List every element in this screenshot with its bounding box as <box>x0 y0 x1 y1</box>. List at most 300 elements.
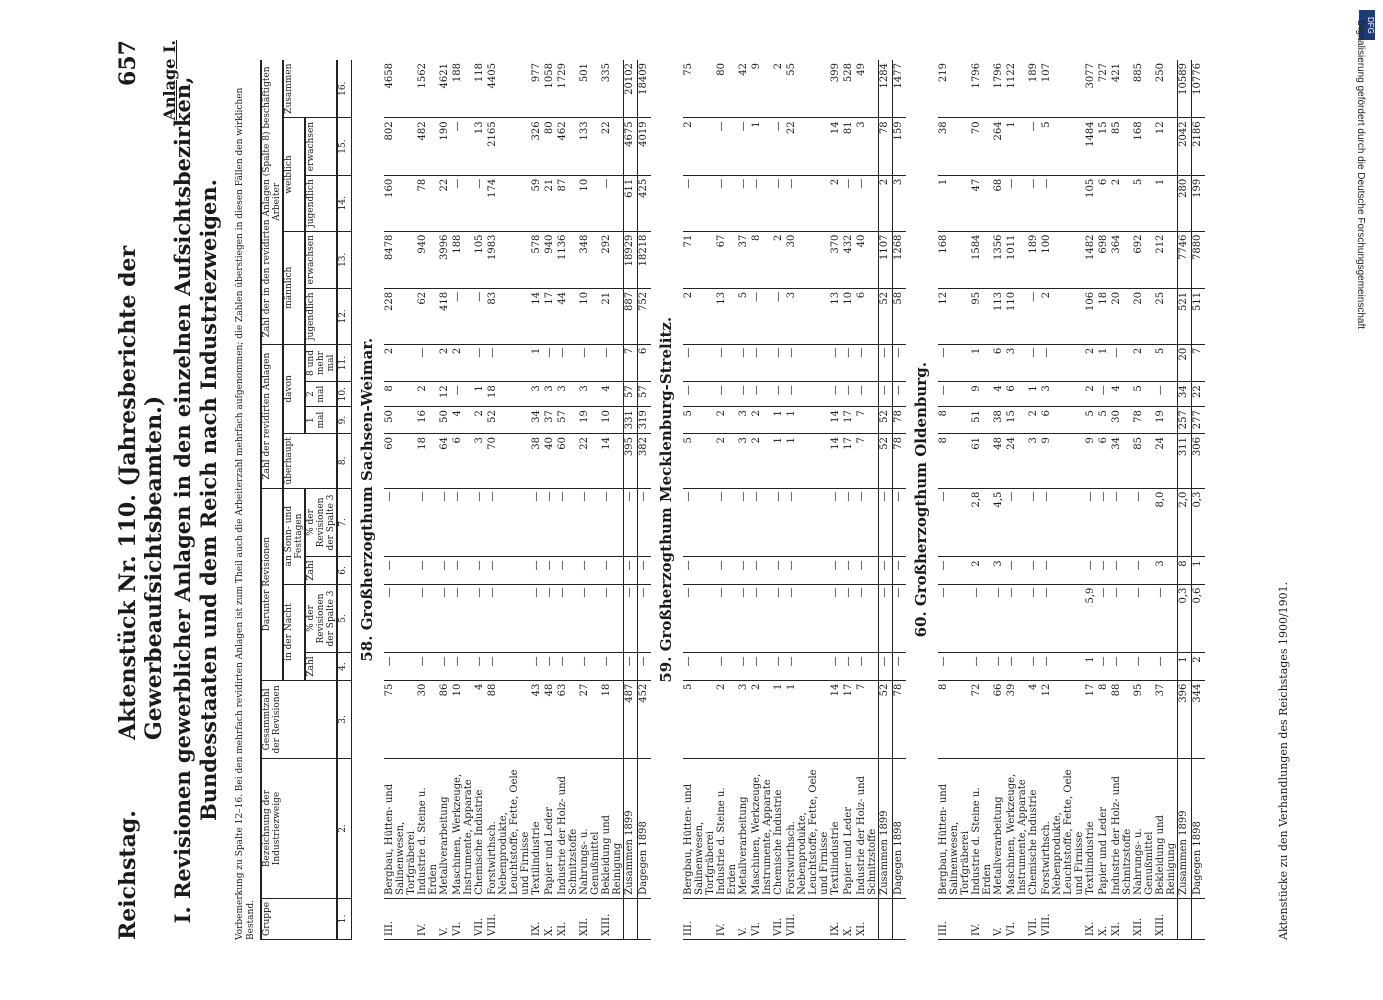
value-cell: 4405 <box>487 60 531 118</box>
value-cell: 113 <box>993 288 1006 344</box>
value-cell: — <box>579 344 601 381</box>
value-cell: 8478 <box>384 231 417 288</box>
group-cell: XIII. <box>1155 898 1178 939</box>
table-row <box>384 60 417 940</box>
col-nacht: in der Nacht <box>283 584 305 680</box>
value-cell: — <box>938 344 971 381</box>
value-cell: 3077 <box>1085 60 1098 118</box>
branch-cell: Metallverarbeitung <box>439 759 452 899</box>
value-cell: 18 <box>601 680 624 758</box>
value-cell: — <box>624 653 638 680</box>
value-cell: 50 <box>384 407 417 434</box>
value-cell: — <box>417 653 439 680</box>
value-cell: 1 <box>971 344 993 381</box>
value-cell: — <box>716 488 738 557</box>
value-cell: — <box>786 382 830 407</box>
value-cell: 78 <box>417 175 439 231</box>
branch-cell: Textilindustrie <box>830 759 843 899</box>
col-zusammen: Zusammen <box>283 60 337 118</box>
value-cell: 802 <box>384 118 417 175</box>
value-cell: 12 <box>439 382 452 407</box>
value-cell: — <box>417 584 439 653</box>
value-cell: 20102 <box>624 60 638 118</box>
value-cell: — <box>830 488 843 557</box>
group-cell: VIII. <box>1041 898 1085 939</box>
table-row <box>1006 60 1028 940</box>
value-cell: 4,5 <box>993 488 1006 557</box>
value-cell: — <box>786 653 830 680</box>
value-cell: 2 <box>830 175 843 231</box>
value-cell: 70 <box>971 118 993 175</box>
col-prozent-sonntag: % der Revisionen der Spalte 3 <box>305 488 337 557</box>
group-cell: V. <box>439 898 452 939</box>
group-cell <box>1192 898 1206 939</box>
value-cell: — <box>531 557 544 584</box>
value-cell: — <box>738 344 751 381</box>
table-row <box>1028 60 1041 940</box>
value-cell: — <box>786 175 830 231</box>
value-cell: 2 <box>751 434 773 489</box>
value-cell: 12 <box>938 288 971 344</box>
value-cell: 5,9 <box>1085 584 1098 653</box>
value-cell: — <box>487 488 531 557</box>
column-number-4: 4. <box>337 653 352 680</box>
value-cell: 3 <box>579 382 601 407</box>
value-cell: — <box>751 344 773 381</box>
value-cell: 160 <box>384 175 417 231</box>
value-cell: 399 <box>830 60 843 118</box>
value-cell: — <box>638 557 652 584</box>
value-cell: 52 <box>879 680 893 758</box>
value-cell: — <box>938 488 971 557</box>
value-cell: 578 <box>531 231 544 288</box>
value-cell: — <box>474 488 487 557</box>
value-cell: 57 <box>638 382 652 407</box>
section-heading-row <box>651 60 683 940</box>
value-cell: 1 <box>786 680 830 758</box>
value-cell: — <box>1028 653 1041 680</box>
value-cell: 521 <box>1178 288 1192 344</box>
value-cell: — <box>893 584 907 653</box>
value-cell: 1 <box>938 175 971 231</box>
value-cell: — <box>579 653 601 680</box>
value-cell: — <box>531 653 544 680</box>
value-cell: 2 <box>971 557 993 584</box>
value-cell: — <box>683 488 716 557</box>
col-zweimal: 2 mal <box>305 382 337 407</box>
table-row <box>1098 60 1111 940</box>
value-cell: — <box>751 584 773 653</box>
group-cell: VI. <box>1006 898 1028 939</box>
group-cell: III. <box>683 898 716 939</box>
value-cell: 95 <box>971 288 993 344</box>
value-cell: 306 <box>1192 434 1206 489</box>
value-cell: 2 <box>1111 175 1133 231</box>
value-cell: — <box>843 344 856 381</box>
value-cell: 1983 <box>487 231 531 288</box>
value-cell: 8 <box>938 407 971 434</box>
value-cell: — <box>1133 584 1155 653</box>
value-cell: — <box>1133 488 1155 557</box>
value-cell: — <box>1133 653 1155 680</box>
value-cell: 78 <box>893 680 907 758</box>
value-cell: 3 <box>1028 434 1041 489</box>
value-cell: 18409 <box>638 60 652 118</box>
value-cell: 501 <box>579 60 601 118</box>
value-cell: 752 <box>638 288 652 344</box>
branch-cell: Industrie d. Steine u. Erden <box>716 759 738 899</box>
value-cell: 1356 <box>993 231 1006 288</box>
table-row <box>601 60 624 940</box>
value-cell: 1 <box>1155 175 1178 231</box>
table-row <box>856 60 879 940</box>
table-row <box>474 60 487 940</box>
value-cell: 52 <box>879 434 893 489</box>
value-cell: 1 <box>751 118 773 175</box>
column-number-16: 16. <box>337 60 352 118</box>
value-cell: 19 <box>579 407 601 434</box>
value-cell: 1 <box>474 382 487 407</box>
value-cell: 3 <box>544 382 557 407</box>
value-cell: 2 <box>751 407 773 434</box>
value-cell: 85 <box>1111 118 1133 175</box>
value-cell: — <box>638 653 652 680</box>
group-cell <box>879 898 893 939</box>
value-cell: 67 <box>716 231 738 288</box>
value-cell: 4621 <box>439 60 452 118</box>
value-cell: 21 <box>544 175 557 231</box>
value-cell: — <box>452 118 474 175</box>
total-row <box>624 60 638 940</box>
value-cell: — <box>786 584 830 653</box>
branch-cell: Industrie der Holz- und Schnitzstoffe <box>557 759 579 899</box>
value-cell: — <box>971 584 993 653</box>
value-cell: 13 <box>474 118 487 175</box>
group-cell: V. <box>993 898 1006 939</box>
value-cell: — <box>1041 175 1085 231</box>
value-cell: — <box>1006 488 1028 557</box>
value-cell: — <box>1098 584 1111 653</box>
group-cell: IV. <box>971 898 993 939</box>
value-cell: — <box>1041 653 1085 680</box>
value-cell: — <box>716 584 738 653</box>
value-cell: 1 <box>773 407 786 434</box>
value-cell: 7 <box>1192 344 1206 381</box>
value-cell: 1268 <box>893 231 907 288</box>
value-cell: 39 <box>1006 680 1028 758</box>
table-row <box>971 60 993 940</box>
value-cell: 44 <box>557 288 579 344</box>
section-title: 58. Großherzogthum Sachsen-Weimar. <box>358 337 376 662</box>
value-cell: 22 <box>1192 382 1206 407</box>
value-cell: — <box>439 584 452 653</box>
value-cell: 2042 <box>1178 118 1192 175</box>
value-cell: 25 <box>1155 288 1178 344</box>
group-cell: III. <box>938 898 971 939</box>
value-cell: 47 <box>971 175 993 231</box>
value-cell: — <box>487 653 531 680</box>
value-cell: 81 <box>843 118 856 175</box>
value-cell: 40 <box>544 434 557 489</box>
value-cell: 2 <box>439 344 452 381</box>
value-cell: 7 <box>856 407 879 434</box>
value-cell: 462 <box>557 118 579 175</box>
value-cell: 3 <box>1041 382 1085 407</box>
value-cell: 5 <box>1133 175 1155 231</box>
value-cell: 58 <box>893 288 907 344</box>
value-cell: — <box>384 584 417 653</box>
page-title: I. Revisionen gewerblicher Anlagen in den einzelnen Aufsichtsbezirken, Bundesstaaten und dem Reich nach Industriezweigen. <box>170 76 221 924</box>
column-number-8: 8. <box>337 434 352 489</box>
value-cell: 190 <box>439 118 452 175</box>
footer: Aktenstücke zu den Verhandlungen des Reichstages 1900/1901. <box>1277 581 1290 940</box>
value-cell: 30 <box>1111 407 1133 434</box>
branch-cell: Papier und Leder <box>843 759 856 899</box>
value-cell: 75 <box>384 680 417 758</box>
value-cell: — <box>751 288 773 344</box>
value-cell: — <box>751 175 773 231</box>
value-cell: — <box>1098 382 1111 407</box>
value-cell: 1 <box>1006 118 1028 175</box>
group-cell: X. <box>544 898 557 939</box>
value-cell: 12 <box>1041 680 1085 758</box>
value-cell: 30 <box>786 231 830 288</box>
value-cell: 2 <box>773 231 786 288</box>
value-cell: — <box>856 488 879 557</box>
value-cell: — <box>879 344 893 381</box>
value-cell: 6 <box>1006 382 1028 407</box>
group-cell: V. <box>738 898 751 939</box>
value-cell: 17 <box>843 434 856 489</box>
value-cell: — <box>1006 584 1028 653</box>
col-zahl-nacht: Zahl <box>305 653 337 680</box>
value-cell: 511 <box>1192 288 1206 344</box>
value-cell: 2 <box>1041 288 1085 344</box>
value-cell: — <box>1006 175 1028 231</box>
value-cell: 0,6 <box>1192 584 1206 653</box>
value-cell: 17 <box>544 288 557 344</box>
group-cell <box>624 898 638 939</box>
value-cell: — <box>1111 344 1133 381</box>
value-cell: 110 <box>1006 288 1028 344</box>
table-row <box>993 60 1006 940</box>
value-cell: — <box>993 653 1006 680</box>
value-cell: 611 <box>624 175 638 231</box>
value-cell: 9 <box>971 382 993 407</box>
value-cell: — <box>384 488 417 557</box>
value-cell: 396 <box>1178 680 1192 758</box>
value-cell: — <box>544 584 557 653</box>
value-cell: — <box>738 488 751 557</box>
value-cell: — <box>1028 557 1041 584</box>
value-cell: 3 <box>738 434 751 489</box>
value-cell: 2 <box>474 407 487 434</box>
value-cell: — <box>487 584 531 653</box>
col-prozent-nacht: % der Revisionen der Spalte 3 <box>305 584 337 653</box>
value-cell: 6 <box>856 288 879 344</box>
value-cell: 1107 <box>879 231 893 288</box>
value-cell: 3 <box>1155 557 1178 584</box>
value-cell: 10 <box>452 680 474 758</box>
value-cell: — <box>1155 653 1178 680</box>
col-w-erwachsen: erwachsen <box>305 118 337 175</box>
value-cell: 257 <box>1178 407 1192 434</box>
value-cell: 37 <box>738 231 751 288</box>
value-cell: — <box>452 488 474 557</box>
value-cell: 7 <box>856 434 879 489</box>
value-cell: 1 <box>1192 557 1206 584</box>
col-m-erwachsen: erwachsen <box>305 231 337 288</box>
value-cell: — <box>843 488 856 557</box>
column-numbers-row <box>337 60 352 940</box>
value-cell: 1484 <box>1085 118 1098 175</box>
value-cell: — <box>1155 584 1178 653</box>
group-cell: VI. <box>751 898 773 939</box>
value-cell: — <box>1041 344 1085 381</box>
value-cell: 331 <box>624 407 638 434</box>
value-cell: — <box>830 557 843 584</box>
value-cell: — <box>716 653 738 680</box>
value-cell: 133 <box>579 118 601 175</box>
value-cell: — <box>1028 175 1041 231</box>
value-cell: 38 <box>938 118 971 175</box>
value-cell: 6 <box>993 344 1006 381</box>
group-cell: VIII. <box>786 898 830 939</box>
group-cell: XIII. <box>601 898 624 939</box>
value-cell: 14 <box>830 118 843 175</box>
value-cell: 12 <box>1155 118 1178 175</box>
value-cell: 3 <box>531 382 544 407</box>
value-cell: 5 <box>1155 344 1178 381</box>
value-cell: 14 <box>601 434 624 489</box>
value-cell: 9 <box>1085 434 1098 489</box>
value-cell: — <box>601 175 624 231</box>
value-cell: — <box>544 653 557 680</box>
value-cell: — <box>773 175 786 231</box>
value-cell: 311 <box>1178 434 1192 489</box>
value-cell: — <box>856 557 879 584</box>
group-cell <box>893 898 907 939</box>
branch-cell: Maschinen, Werkzeuge, Instrumente, Apparate <box>1006 759 1028 899</box>
value-cell: — <box>1006 653 1028 680</box>
value-cell: — <box>683 584 716 653</box>
branch-cell: Papier und Leder <box>1098 759 1111 899</box>
value-cell: — <box>1111 653 1133 680</box>
value-cell: — <box>474 288 487 344</box>
group-cell: XI. <box>856 898 879 939</box>
branch-cell: Nahrungs- u. Genußmittel <box>1133 759 1155 899</box>
value-cell: — <box>738 118 751 175</box>
value-cell: 0,3 <box>1192 488 1206 557</box>
value-cell: — <box>452 175 474 231</box>
value-cell: 88 <box>1111 680 1133 758</box>
value-cell: 10 <box>843 288 856 344</box>
value-cell: 78 <box>893 407 907 434</box>
value-cell: — <box>786 344 830 381</box>
branch-cell: Forstwirthsch. Nebenprodukte, Leuchtstoffe, Fette, Oele und Firnisse <box>786 759 830 899</box>
total-label: Zusammen 1899 <box>624 759 638 899</box>
value-cell: 1796 <box>993 60 1006 118</box>
column-number-6: 6. <box>337 557 352 584</box>
value-cell: — <box>716 118 738 175</box>
value-cell: 348 <box>579 231 601 288</box>
value-cell: 326 <box>531 118 544 175</box>
total-row <box>1192 60 1206 940</box>
value-cell: — <box>487 344 531 381</box>
value-cell: — <box>683 653 716 680</box>
table-row <box>579 60 601 940</box>
value-cell: 2 <box>683 118 716 175</box>
table-row <box>1133 60 1155 940</box>
value-cell: — <box>893 488 907 557</box>
value-cell: — <box>452 653 474 680</box>
value-cell: 1477 <box>893 60 907 118</box>
value-cell: 1 <box>773 680 786 758</box>
table-row <box>1041 60 1085 940</box>
col-m-jugendlich: jugendlich <box>305 288 337 344</box>
value-cell: — <box>474 653 487 680</box>
value-cell: 40 <box>856 231 879 288</box>
value-cell: 280 <box>1178 175 1192 231</box>
value-cell: — <box>1028 344 1041 381</box>
value-cell: — <box>716 344 738 381</box>
value-cell: — <box>452 557 474 584</box>
value-cell: — <box>856 382 879 407</box>
value-cell: 5 <box>683 434 716 489</box>
value-cell: 2,8 <box>971 488 993 557</box>
value-cell: 6 <box>638 344 652 381</box>
value-cell: 10589 <box>1178 60 1192 118</box>
value-cell: — <box>751 557 773 584</box>
value-cell: 85 <box>1133 434 1155 489</box>
value-cell: 168 <box>938 231 971 288</box>
value-cell: 2 <box>716 680 738 758</box>
value-cell: — <box>683 344 716 381</box>
value-cell: — <box>1085 488 1098 557</box>
column-number-10: 10. <box>337 382 352 407</box>
page-header <box>115 40 167 940</box>
value-cell: 1562 <box>417 60 439 118</box>
value-cell: — <box>1006 557 1028 584</box>
table-row <box>830 60 843 940</box>
value-cell: — <box>738 584 751 653</box>
value-cell: 1 <box>1085 653 1098 680</box>
value-cell: 1 <box>1028 382 1041 407</box>
value-cell: 8 <box>938 434 971 489</box>
value-cell: — <box>557 584 579 653</box>
section-title: 59. Großherzogthum Mecklenburg-Strelitz. <box>657 316 675 683</box>
value-cell: 2186 <box>1192 118 1206 175</box>
value-cell: 7 <box>856 680 879 758</box>
value-cell: — <box>624 584 638 653</box>
value-cell: 10 <box>579 288 601 344</box>
column-number-13: 13. <box>337 231 352 288</box>
value-cell: — <box>971 653 993 680</box>
value-cell: 8 <box>751 231 773 288</box>
value-cell: 105 <box>474 231 487 288</box>
value-cell: — <box>751 653 773 680</box>
value-cell: — <box>683 557 716 584</box>
value-cell: 78 <box>893 434 907 489</box>
value-cell: — <box>1028 584 1041 653</box>
value-cell: 63 <box>557 680 579 758</box>
value-cell: 30 <box>417 680 439 758</box>
header-left: Reichstag. <box>115 810 141 940</box>
table-row <box>1085 60 1098 940</box>
value-cell: 8 <box>938 680 971 758</box>
column-number-12: 12. <box>337 288 352 344</box>
value-cell: 212 <box>1155 231 1178 288</box>
